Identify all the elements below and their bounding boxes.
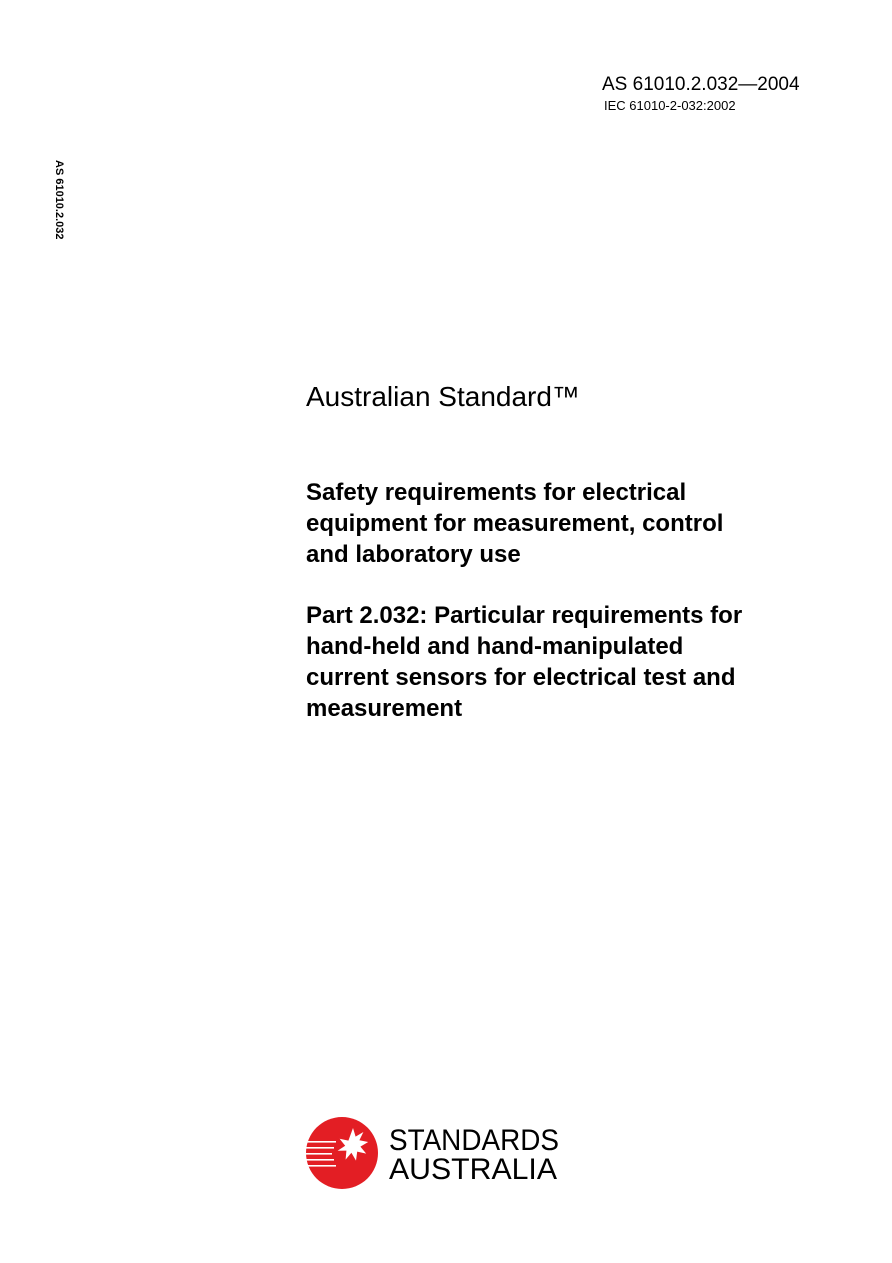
main-title	[306, 477, 826, 570]
logo-line2: AUSTRALIA	[389, 1153, 557, 1186]
main-title-line: Safety requirements for electrical	[306, 479, 687, 506]
part-title-line: hand-held and hand-manipulated	[306, 633, 684, 660]
part-title-line: measurement	[306, 695, 463, 722]
standards-australia-logo	[305, 1116, 565, 1190]
red-circle-star-icon	[305, 1117, 378, 1189]
brand-line: Australian Standard™	[306, 381, 580, 412]
logo-graphic	[305, 1116, 565, 1190]
spine-label	[51, 160, 67, 260]
part-title-line: current sensors for electrical test and	[306, 664, 736, 691]
iec-number: IEC 61010-2-032:2002	[604, 98, 736, 113]
part-title-line: Part 2.032: Particular requirements for	[306, 602, 743, 629]
main-title-line: and laboratory use	[306, 541, 521, 568]
spine-label-text: AS 61010.2.032	[53, 160, 65, 240]
logo-line1: STANDARDS	[389, 1124, 559, 1157]
part-title	[306, 600, 826, 724]
standard-number: AS 61010.2.032—2004	[602, 74, 800, 95]
main-title-line: equipment for measurement, control	[306, 510, 724, 537]
